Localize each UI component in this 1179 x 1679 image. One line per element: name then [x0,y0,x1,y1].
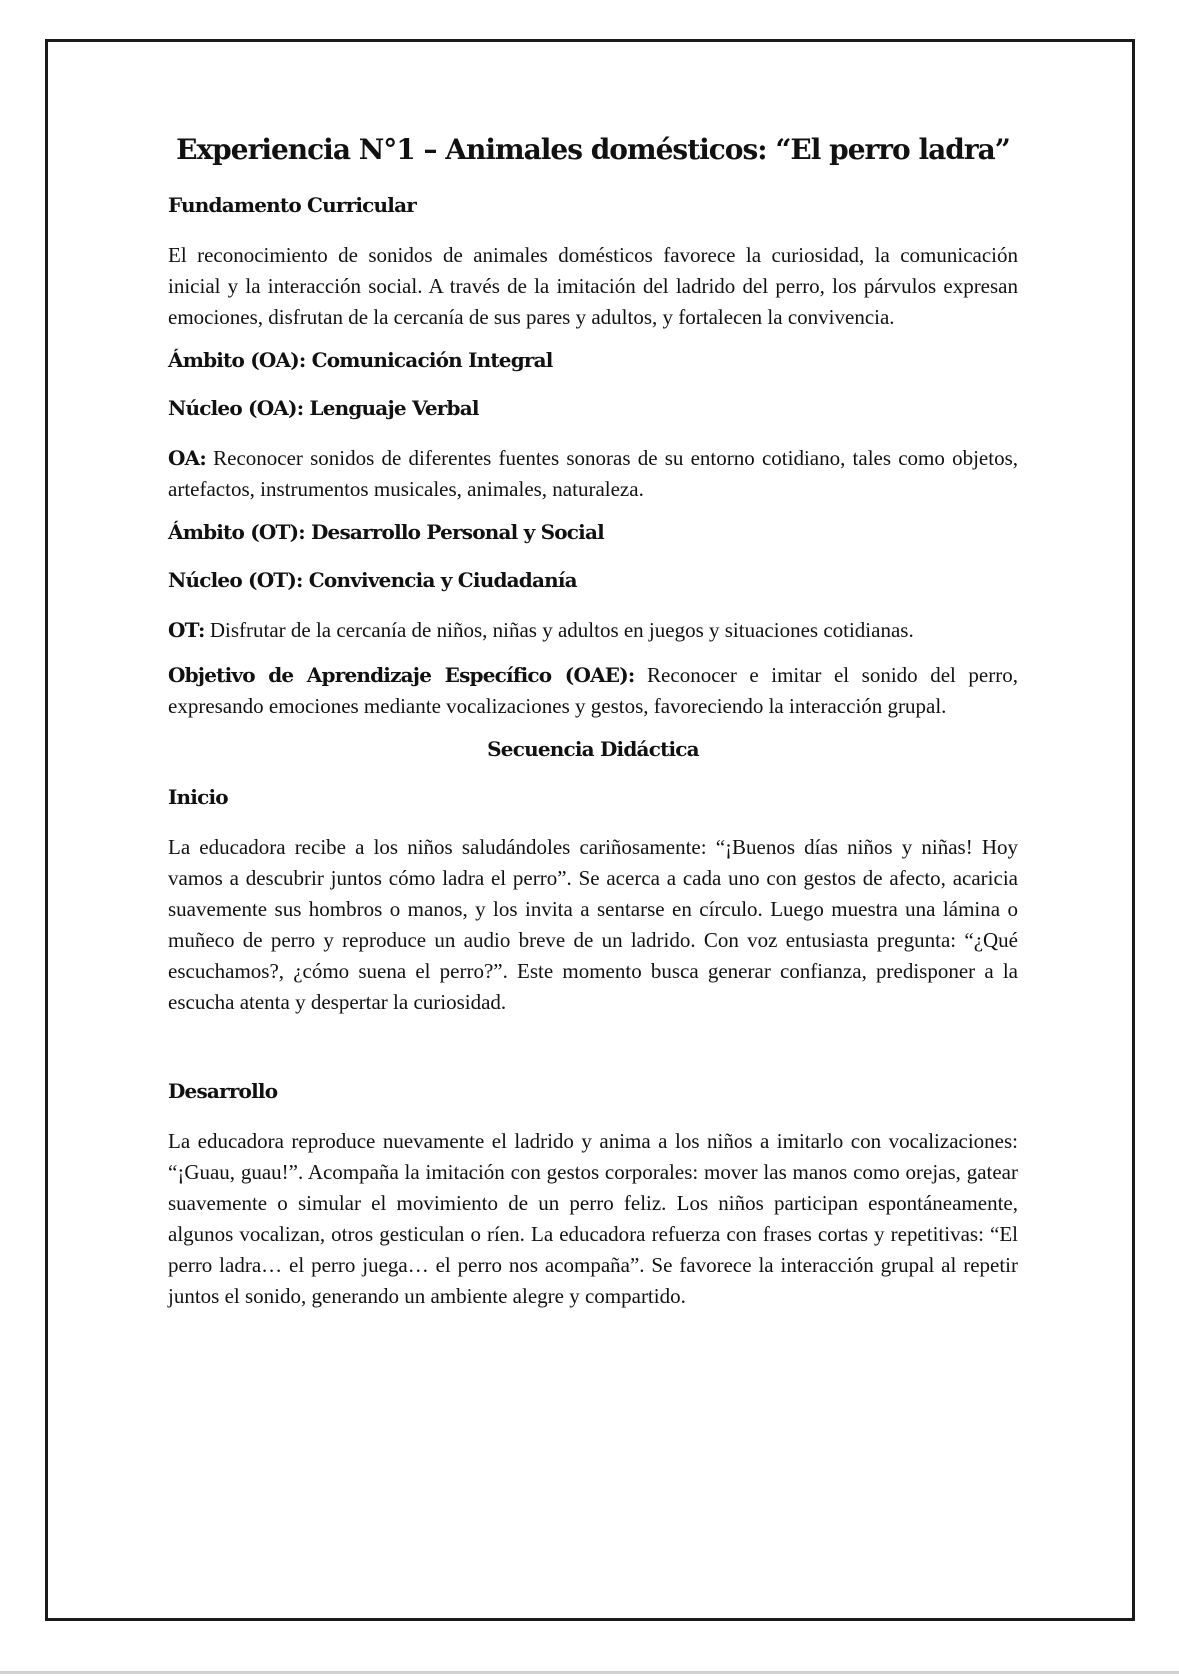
oa-paragraph [168,443,1018,505]
ambito-oa-heading: Ámbito (OA): Comunicación Integral [168,348,553,372]
oa-label: OA: [168,446,206,470]
bottom-divider [0,1671,1179,1674]
fundamento-text: El reconocimiento de sonidos de animales domésticos favorece la curiosidad, la comunicación inicial y la interacción social. A través de la imitación del ladrido del perro, los párvulos expresan emociones, disfrutan de la cercanía de sus pares y adultos, y fortalecen la convivencia. [168,243,1018,329]
ot-label: OT: [168,618,205,642]
desarrollo-heading: Desarrollo [168,1079,278,1103]
document-title: Experiencia N°1 – Animales domésticos: “El perro ladra” [176,133,1010,166]
oae-text: Reconocer e imitar el sonido del perro, expresando emociones mediante vocalizaciones y gestos, favoreciendo la interacción grupal. [168,663,1018,718]
oae-label: Objetivo de Aprendizaje Específico (OAE): [168,663,635,687]
nucleo-ot-heading: Núcleo (OT): Convivencia y Ciudadanía [168,568,577,592]
inicio-heading: Inicio [168,785,228,809]
document-body [168,130,1018,1326]
oa-text: Reconocer sonidos de diferentes fuentes sonoras de su entorno cotidiano, tales como objetos, artefactos, instrumentos musicales, animales, naturaleza. [168,446,1018,501]
secuencia-heading: Secuencia Didáctica [487,737,699,761]
oae-paragraph [168,660,1018,722]
ambito-ot-heading: Ámbito (OT): Desarrollo Personal y Social [168,520,604,544]
inicio-text: La educadora recibe a los niños saludándoles cariñosamente: “¡Buenos días niños y niñas! Hoy vamos a descubrir juntos cómo ladra el perro”. Se acerca a cada uno con gestos de afecto, acaricia suavemente sus hombros o manos, y los invita a sentarse en círculo. Luego muestra una lámina o muñeco de perro y reproduce un audio breve de un ladrido. Con voz entusiasta pregunta: “¿Qué escuchamos?, ¿cómo suena el perro?”. Este momento busca generar confianza, predisponer a la escucha atenta y despertar la curiosidad. [168,835,1018,1014]
ot-paragraph [168,615,1018,646]
section-spacer [168,1032,1018,1078]
ot-text: Disfrutar de la cercanía de niños, niñas y adultos en juegos y situaciones cotidianas. [204,618,914,642]
nucleo-oa-heading: Núcleo (OA): Lenguaje Verbal [168,396,479,420]
fundamento-heading: Fundamento Curricular [168,193,416,217]
desarrollo-text: La educadora reproduce nuevamente el ladrido y anima a los niños a imitarlo con vocalizaciones: “¡Guau, guau!”. Acompaña la imitación con gestos corporales: mover las manos como orejas, gatear suavemente o simular el movimiento de un perro feliz. Los niños participan espontáneamente, algunos vocalizan, otros gesticulan o ríen. La educadora refuerza con frases cortas y repetitivas: “El perro ladra… el perro juega… el perro nos acompaña”. Se favorece la interacción grupal al repetir juntos el sonido, generando un ambiente alegre y compartido. [168,1129,1018,1308]
